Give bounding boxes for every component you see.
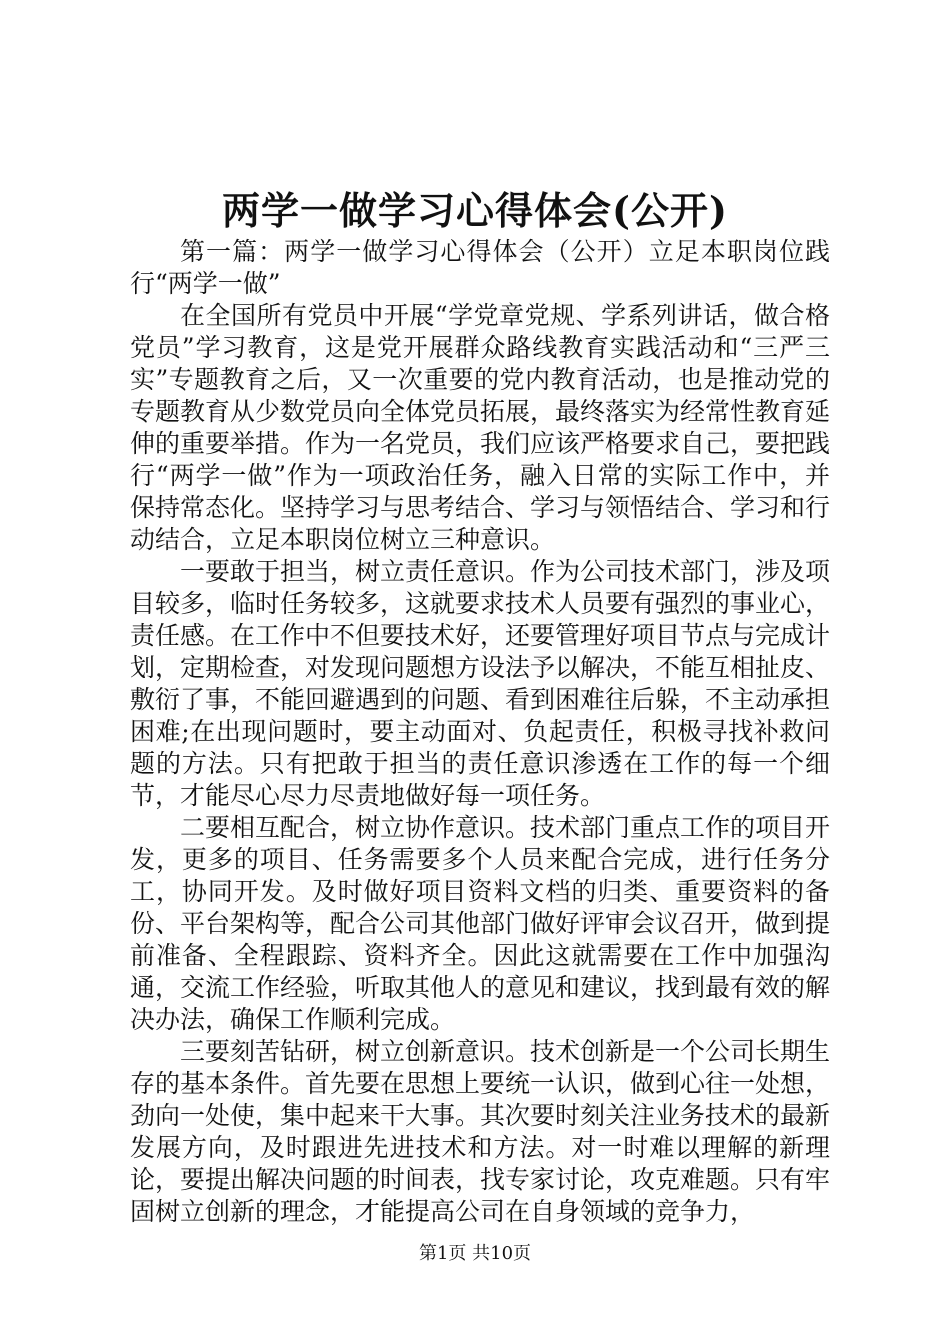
page-number-footer: 第1页 共10页	[418, 1243, 532, 1264]
document-body	[130, 236, 830, 1228]
paragraph-5: 三要刻苦钻研，树立创新意识。技术创新是一个公司长期生存的基本条件。首先要在思想上要统一认识，做到心往一处想，劲向一处使，集中起来干大事。其次要时刻关注业务技术的最新发展方向，及时跟进先进技术和方法。对一时难以理解的新理论，要提出解决问题的时间表，找专家讨论，攻克难题。只有牢固树立创新的理念，才能提高公司在自身领域的竞争力，	[130, 1037, 831, 1226]
paragraph-1: 第一篇：两学一做学习心得体会（公开）立足本职岗位践行“两学一做”	[130, 237, 830, 298]
paragraph-2: 在全国所有党员中开展“学党章党规、学系列讲话，做合格党员”学习教育，这是党开展群众路线教育实践活动和“三严三实”专题教育之后，又一次重要的党内教育活动，也是推动党的专题教育从少数党员向全体党员拓展，最终落实为经常性教育延伸的重要举措。作为一名党员，我们应该严格要求自己，要把践行“两学一做”作为一项政治任务，融入日常的实际工作中，并保持常态化。坚持学习与思考结合、学习与领悟结合、学习和行动结合，立足本职岗位树立三种意识。	[130, 301, 831, 554]
paragraph-3: 一要敢于担当，树立责任意识。作为公司技术部门，涉及项目较多，临时任务较多，这就要求技术人员要有强烈的事业心，责任感。在工作中不但要技术好，还要管理好项目节点与完成计划，定期检查，对发现问题想方设法予以解决，不能互相扯皮、敷衍了事，不能回避遇到的问题、看到困难往后躲，不主动承担困难;在出现问题时，要主动面对、负起责任，积极寻找补救问题的方法。只有把敢于担当的责任意识渗透在工作的每一个细节，才能尽心尽力尽责地做好每一项任务。	[130, 557, 831, 810]
paragraph-4: 二要相互配合，树立协作意识。技术部门重点工作的项目开发，更多的项目、任务需要多个人员来配合完成，进行任务分工，协同开发。及时做好项目资料文档的归类、重要资料的备份、平台架构等，配合公司其他部门做好评审会议召开，做到提前准备、全程跟踪、资料齐全。因此这就需要在工作中加强沟通，交流工作经验，听取其他人的意见和建议，找到最有效的解决办法，确保工作顺利完成。	[130, 813, 831, 1034]
document-title: 两学一做学习心得体会(公开)	[222, 188, 728, 233]
